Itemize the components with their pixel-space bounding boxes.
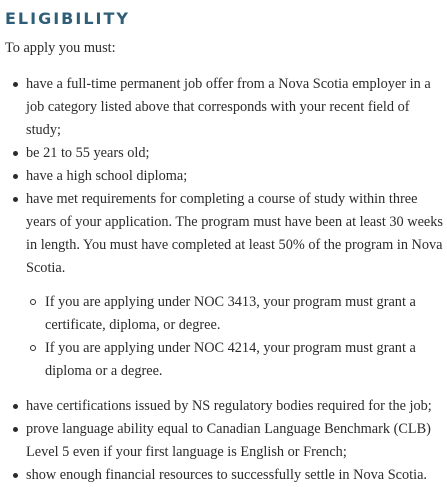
noc-conditions-list xyxy=(5,291,443,383)
list-item: show enough financial resources to successfully settle in Nova Scotia. xyxy=(5,464,443,487)
list-item: have a high school diploma; xyxy=(5,165,443,188)
list-item: have certifications issued by NS regulatory bodies required for the job; xyxy=(5,395,443,418)
sub-list-item: If you are applying under NOC 4214, your program must grant a diploma or a degree. xyxy=(5,337,443,383)
list-item: be 21 to 55 years old; xyxy=(5,142,443,165)
sub-list-item: If you are applying under NOC 3413, your program must grant a certificate, diploma, or degree. xyxy=(5,291,443,337)
requirements-list-2 xyxy=(5,395,443,487)
list-item: have met requirements for completing a course of study within three years of your application. The program must have been at least 30 weeks in length. You must have completed at least 50% of the program in Nova Scotia. xyxy=(5,188,443,280)
section-heading: ELIGIBILITY xyxy=(5,9,130,28)
list-item: have a full-time permanent job offer from a Nova Scotia employer in a job category listed above that corresponds with your recent field of study; xyxy=(5,73,443,142)
intro-text: To apply you must: xyxy=(5,40,116,56)
requirements-list-1 xyxy=(5,73,443,280)
list-item: prove language ability equal to Canadian Language Benchmark (CLB) Level 5 even if your first language is English or French; xyxy=(5,418,443,464)
